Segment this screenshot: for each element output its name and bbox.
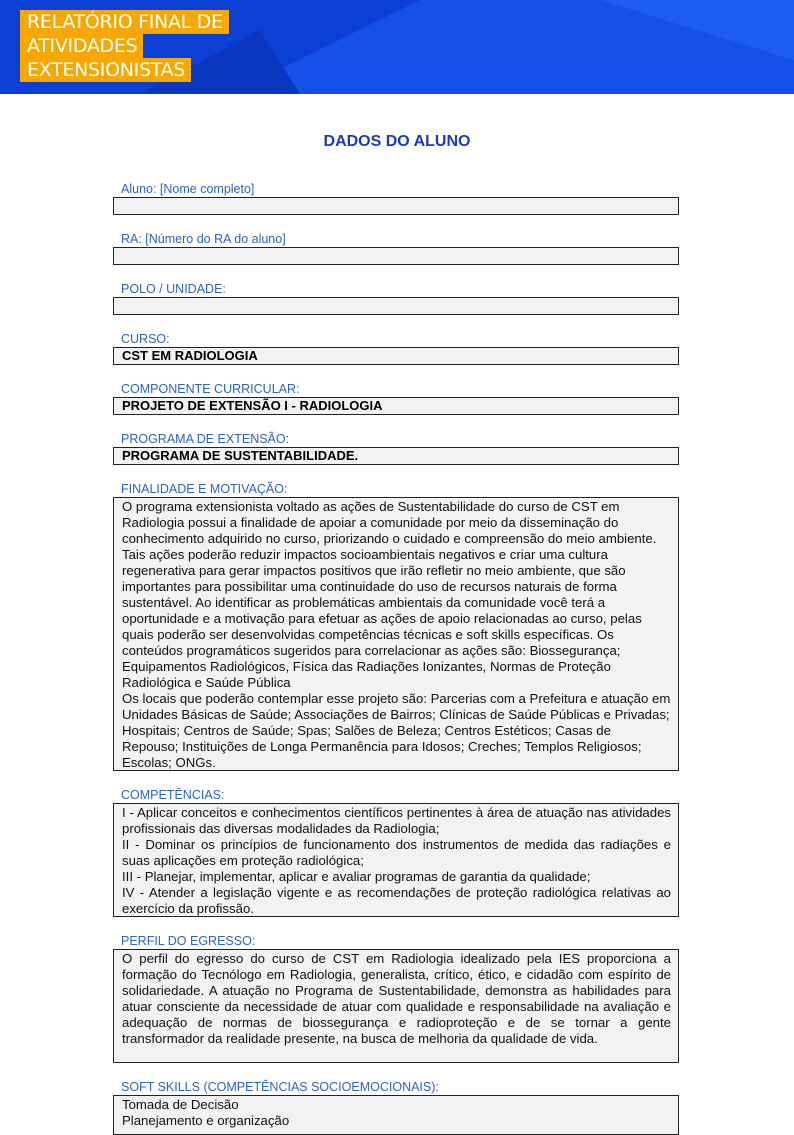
competencia-item: I - Aplicar conceitos e conhecimentos científicos pertinentes à área de atuação nas atividades profissionais das diversas modalidades da Radiologia;	[122, 805, 671, 836]
perfil-field[interactable]	[113, 949, 679, 1063]
perfil-paragraph: O perfil do egresso do curso de CST em Radiologia idealizado pela IES proporciona a formação do Tecnólogo em Radiologia, generalista, crítico, ético, e cidadão com espírito de solidariedade. A atuação no Programa de Sustentabilidade, demonstra as habilidades para atuar consciente da necessidade de atuar com qualidade e responsabilidade na avaliação e adequação de normas de biossegurança e radioproteção e de se tornar a gente transformador da realidade presente, na busca de melhoria da qualidade de vida.	[122, 951, 671, 1046]
componente-label: COMPONENTE CURRICULAR:	[121, 382, 300, 396]
componente-field[interactable]: PROJETO DE EXTENSÃO I - RADIOLOGIA	[113, 397, 679, 415]
perfil-label: PERFIL DO EGRESSO:	[121, 934, 256, 948]
report-title-line: ATIVIDADES	[20, 34, 143, 58]
report-title-line: EXTENSIONISTAS	[20, 58, 191, 82]
finalidade-paragraph: O programa extensionista voltado as ações de Sustentabilidade do curso de CST em Radiologia possui a finalidade de apoiar a comunidade por meio da disseminação do conhecimento adquirido no curso, priorizando o cuidado e compreensão do meio ambiente. Tais ações poderão reduzir impactos socioambientais negativos e criar uma cultura regenerativa para gerar impactos positivos que irão refletir no meio ambiente, que são importantes para possibilitar uma continuidade do uso de recursos naturais de forma sustentável. Ao identificar as problemáticas ambientais da comunidade você terá a oportunidade e a motivação para efetuar as ações de apoio relacionadas ao curso, pelas quais poderão ser desenvolvidas competências técnicas e soft skills específicas. Os conteúdos programáticos sugeridos para correlacionar as ações são: Biossegurança; Equipamentos Radiológicos, Física das Radiações Ionizantes, Normas de Proteção Radiológica e Saúde Pública	[122, 499, 657, 690]
ra-label: RA: [Número do RA do aluno]	[121, 232, 286, 246]
polo-field[interactable]	[113, 297, 679, 315]
report-title	[20, 10, 229, 82]
programa-field[interactable]: PROGRAMA DE SUSTENTABILIDADE.	[113, 447, 679, 465]
ra-field[interactable]	[113, 247, 679, 265]
section-heading: DADOS DO ALUNO	[323, 133, 471, 150]
soft-skill-item: Tomada de Decisão	[122, 1097, 239, 1112]
soft-skills-field[interactable]	[113, 1095, 679, 1135]
finalidade-label: FINALIDADE E MOTIVAÇÃO:	[121, 482, 288, 496]
programa-label: PROGRAMA DE EXTENSÃO:	[121, 432, 290, 446]
aluno-label: Aluno: [Nome completo]	[121, 182, 255, 196]
header-banner	[0, 0, 794, 94]
competencias-field[interactable]	[113, 803, 679, 917]
soft-skills-label: SOFT SKILLS (COMPETÊNCIAS SOCIOEMOCIONAIS):	[121, 1080, 439, 1094]
finalidade-paragraph: Os locais que poderão contemplar esse projeto são: Parcerias com a Prefeitura e atuação em Unidades Básicas de Saúde; Associações de Bairros; Clínicas de Saúde Públicas e Privadas; Hospitais; Centros de Saúde; Spas; Salões de Beleza; Centros Estéticos; Casas de Repouso; Instituições de Longa Permanência para Idosos; Creches; Templos Religiosos; Escolas; ONGs.	[122, 691, 671, 770]
soft-skill-item: Planejamento e organização	[122, 1113, 290, 1128]
curso-label: CURSO:	[121, 332, 170, 346]
aluno-field[interactable]	[113, 197, 679, 215]
competencias-label: COMPETÊNCIAS:	[121, 788, 225, 802]
competencia-item: IV - Atender a legislação vigente e as recomendações de proteção radiológica relativas ao exercício da profissão.	[122, 885, 671, 916]
curso-field[interactable]: CST EM RADIOLOGIA	[113, 347, 679, 365]
finalidade-field[interactable]	[113, 497, 679, 771]
competencia-item: III - Planejar, implementar, aplicar e avaliar programas de garantia da qualidade;	[122, 869, 591, 884]
polo-label: POLO / UNIDADE:	[121, 282, 226, 296]
report-title-line: RELATÓRIO FINAL DE	[20, 10, 229, 34]
competencia-item: II - Dominar os princípios de funcionamento dos instrumentos de medida das radiações e suas aplicações em proteção radiológica;	[122, 837, 671, 868]
